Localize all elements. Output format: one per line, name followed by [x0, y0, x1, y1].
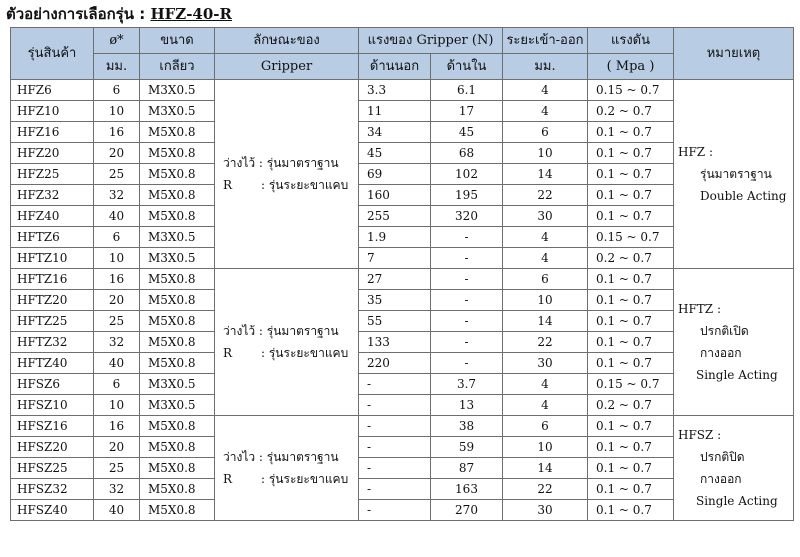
cell-bore: 10 — [94, 395, 140, 416]
cell-force-inner: 13 — [431, 395, 503, 416]
title-prefix: ตัวอย่างการเลือกรุ่น : — [6, 5, 151, 23]
cell-model: HFZ32 — [11, 185, 94, 206]
feature-key: R — [223, 178, 233, 192]
cell-stroke: 10 — [503, 143, 588, 164]
cell-stroke: 22 — [503, 185, 588, 206]
feature-line-narrow — [223, 174, 358, 196]
remark-block — [674, 424, 793, 512]
cell-bore: 16 — [94, 269, 140, 290]
header-pressure-bottom: ( Mpa ) — [588, 54, 674, 80]
remark-line: HFSZ : — [678, 428, 722, 442]
cell-bore: 40 — [94, 353, 140, 374]
feature-value: : รุ่นระยะขาแคบ — [261, 472, 349, 486]
cell-force-outer: 160 — [359, 185, 431, 206]
cell-thread-size: M5X0.8 — [140, 416, 215, 437]
cell-force-inner: 17 — [431, 101, 503, 122]
cell-bore: 25 — [94, 458, 140, 479]
cell-bore: 32 — [94, 479, 140, 500]
cell-force-outer: - — [359, 479, 431, 500]
cell-pressure: 0.1 ~ 0.7 — [588, 479, 674, 500]
cell-pressure: 0.1 ~ 0.7 — [588, 122, 674, 143]
cell-model: HFSZ20 — [11, 437, 94, 458]
cell-thread-size: M5X0.8 — [140, 332, 215, 353]
feature-block — [215, 446, 358, 490]
cell-thread-size: M5X0.8 — [140, 437, 215, 458]
cell-stroke: 6 — [503, 416, 588, 437]
cell-force-outer: 133 — [359, 332, 431, 353]
cell-force-inner: - — [431, 353, 503, 374]
cell-pressure: 0.15 ~ 0.7 — [588, 374, 674, 395]
cell-stroke: 10 — [503, 290, 588, 311]
cell-bore: 16 — [94, 416, 140, 437]
header-size-bottom: เกลียว — [140, 54, 215, 80]
cell-thread-size: M5X0.8 — [140, 143, 215, 164]
header-force-top: แรงของ Gripper (N) — [359, 28, 503, 54]
cell-force-inner: - — [431, 311, 503, 332]
remark-line: HFTZ : — [678, 302, 721, 316]
cell-force-outer: 35 — [359, 290, 431, 311]
cell-bore: 10 — [94, 101, 140, 122]
header-force-out: ด้านนอก — [359, 54, 431, 80]
cell-bore: 6 — [94, 227, 140, 248]
cell-thread-size: M5X0.8 — [140, 311, 215, 332]
cell-model: HFTZ16 — [11, 269, 94, 290]
cell-force-outer: 11 — [359, 101, 431, 122]
cell-pressure: 0.1 ~ 0.7 — [588, 500, 674, 521]
header-bore-bottom: มม. — [94, 54, 140, 80]
header-stroke-bottom: มม. — [503, 54, 588, 80]
cell-force-outer: - — [359, 458, 431, 479]
cell-force-outer: 55 — [359, 311, 431, 332]
cell-stroke: 30 — [503, 353, 588, 374]
feature-line-standard: ว่างไว้ : รุ่นมาตราฐาน — [223, 324, 339, 338]
feature-value: : รุ่นระยะขาแคบ — [261, 346, 349, 360]
cell-stroke: 6 — [503, 122, 588, 143]
cell-force-inner: - — [431, 332, 503, 353]
table-row — [11, 416, 794, 437]
cell-thread-size: M3X0.5 — [140, 80, 215, 101]
gripper-spec-table — [10, 27, 794, 521]
cell-force-inner: - — [431, 227, 503, 248]
header-size-top: ขนาด — [140, 28, 215, 54]
cell-model: HFZ25 — [11, 164, 94, 185]
cell-stroke: 4 — [503, 227, 588, 248]
cell-stroke: 4 — [503, 374, 588, 395]
cell-pressure: 0.1 ~ 0.7 — [588, 332, 674, 353]
cell-thread-size: M5X0.8 — [140, 269, 215, 290]
cell-force-inner: 87 — [431, 458, 503, 479]
feature-line-narrow — [223, 468, 358, 490]
remark-block — [674, 298, 793, 386]
header-pressure-top: แรงดัน — [588, 28, 674, 54]
cell-bore: 32 — [94, 332, 140, 353]
cell-force-inner: 270 — [431, 500, 503, 521]
cell-pressure: 0.15 ~ 0.7 — [588, 80, 674, 101]
cell-stroke: 10 — [503, 437, 588, 458]
cell-pressure: 0.15 ~ 0.7 — [588, 227, 674, 248]
cell-model: HFSZ16 — [11, 416, 94, 437]
cell-stroke: 4 — [503, 101, 588, 122]
cell-remark — [674, 80, 794, 269]
cell-force-outer: - — [359, 395, 431, 416]
cell-thread-size: M5X0.8 — [140, 500, 215, 521]
table-body — [11, 80, 794, 521]
cell-stroke: 14 — [503, 458, 588, 479]
cell-thread-size: M5X0.8 — [140, 122, 215, 143]
cell-model: HFZ20 — [11, 143, 94, 164]
remark-block — [674, 141, 793, 207]
cell-stroke: 22 — [503, 479, 588, 500]
remark-line: Single Acting — [696, 368, 778, 382]
cell-stroke: 4 — [503, 248, 588, 269]
cell-model: HFSZ6 — [11, 374, 94, 395]
cell-force-inner: 45 — [431, 122, 503, 143]
cell-pressure: 0.1 ~ 0.7 — [588, 416, 674, 437]
cell-stroke: 14 — [503, 164, 588, 185]
cell-force-inner: 102 — [431, 164, 503, 185]
cell-stroke: 4 — [503, 395, 588, 416]
cell-model: HFSZ32 — [11, 479, 94, 500]
page-title — [6, 2, 232, 26]
header-stroke-top: ระยะเข้า-ออก — [503, 28, 588, 54]
remark-line: Single Acting — [696, 494, 778, 508]
cell-gripper-feature — [215, 269, 359, 416]
cell-force-inner: 163 — [431, 479, 503, 500]
cell-thread-size: M5X0.8 — [140, 479, 215, 500]
feature-block — [215, 152, 358, 196]
cell-force-outer: - — [359, 437, 431, 458]
cell-stroke: 6 — [503, 269, 588, 290]
cell-bore: 20 — [94, 437, 140, 458]
cell-bore: 6 — [94, 374, 140, 395]
cell-model: HFTZ40 — [11, 353, 94, 374]
cell-remark — [674, 416, 794, 521]
cell-bore: 20 — [94, 143, 140, 164]
cell-pressure: 0.1 ~ 0.7 — [588, 290, 674, 311]
cell-thread-size: M5X0.8 — [140, 290, 215, 311]
feature-value: : รุ่นระยะขาแคบ — [261, 178, 349, 192]
feature-line-standard: ว่างไว้ : รุ่นมาตราฐาน — [223, 156, 339, 170]
cell-thread-size: M5X0.8 — [140, 353, 215, 374]
cell-force-outer: 45 — [359, 143, 431, 164]
cell-model: HFTZ25 — [11, 311, 94, 332]
cell-thread-size: M3X0.5 — [140, 101, 215, 122]
cell-pressure: 0.1 ~ 0.7 — [588, 353, 674, 374]
cell-force-outer: 1.9 — [359, 227, 431, 248]
cell-force-outer: 220 — [359, 353, 431, 374]
cell-pressure: 0.2 ~ 0.7 — [588, 101, 674, 122]
cell-thread-size: M3X0.5 — [140, 248, 215, 269]
cell-force-inner: - — [431, 248, 503, 269]
feature-line-standard: ว่างไว : รุ่นมาตราฐาน — [223, 450, 339, 464]
cell-force-inner: 195 — [431, 185, 503, 206]
cell-force-outer: 69 — [359, 164, 431, 185]
cell-stroke: 4 — [503, 80, 588, 101]
cell-force-inner: 6.1 — [431, 80, 503, 101]
cell-pressure: 0.1 ~ 0.7 — [588, 206, 674, 227]
cell-pressure: 0.1 ~ 0.7 — [588, 143, 674, 164]
cell-gripper-feature — [215, 416, 359, 521]
header-force-in: ด้านใน — [431, 54, 503, 80]
cell-bore: 20 — [94, 290, 140, 311]
cell-pressure: 0.1 ~ 0.7 — [588, 311, 674, 332]
cell-model: HFZ40 — [11, 206, 94, 227]
cell-pressure: 0.1 ~ 0.7 — [588, 437, 674, 458]
title-model: HFZ-40-R — [150, 5, 232, 23]
cell-pressure: 0.2 ~ 0.7 — [588, 248, 674, 269]
feature-block — [215, 320, 358, 364]
cell-stroke: 30 — [503, 206, 588, 227]
cell-force-inner: 320 — [431, 206, 503, 227]
cell-force-outer: 7 — [359, 248, 431, 269]
cell-model: HFSZ10 — [11, 395, 94, 416]
remark-line: กางออก — [700, 472, 742, 486]
cell-bore: 6 — [94, 80, 140, 101]
cell-bore: 25 — [94, 164, 140, 185]
cell-bore: 40 — [94, 206, 140, 227]
cell-thread-size: M5X0.8 — [140, 458, 215, 479]
cell-force-inner: 59 — [431, 437, 503, 458]
feature-key: R — [223, 346, 233, 360]
cell-model: HFTZ32 — [11, 332, 94, 353]
remark-line: Double Acting — [700, 189, 787, 203]
header-model: รุ่นสินค้า — [11, 28, 94, 80]
cell-force-outer: - — [359, 500, 431, 521]
cell-bore: 25 — [94, 311, 140, 332]
table-row — [11, 80, 794, 101]
remark-line: ปรกติปิด — [700, 450, 745, 464]
cell-thread-size: M5X0.8 — [140, 164, 215, 185]
remark-line: ปรกติเปิด — [700, 324, 749, 338]
cell-force-outer: 255 — [359, 206, 431, 227]
cell-model: HFTZ20 — [11, 290, 94, 311]
cell-model: HFZ10 — [11, 101, 94, 122]
cell-stroke: 22 — [503, 332, 588, 353]
cell-model: HFTZ6 — [11, 227, 94, 248]
cell-bore: 32 — [94, 185, 140, 206]
cell-model: HFZ6 — [11, 80, 94, 101]
cell-remark — [674, 269, 794, 416]
cell-force-inner: - — [431, 290, 503, 311]
cell-thread-size: M5X0.8 — [140, 185, 215, 206]
cell-force-inner: - — [431, 269, 503, 290]
feature-key: R — [223, 472, 233, 486]
cell-model: HFTZ10 — [11, 248, 94, 269]
cell-thread-size: M3X0.5 — [140, 395, 215, 416]
cell-stroke: 30 — [503, 500, 588, 521]
cell-force-outer: 27 — [359, 269, 431, 290]
cell-bore: 10 — [94, 248, 140, 269]
cell-force-inner: 38 — [431, 416, 503, 437]
cell-thread-size: M5X0.8 — [140, 206, 215, 227]
cell-bore: 40 — [94, 500, 140, 521]
cell-pressure: 0.2 ~ 0.7 — [588, 395, 674, 416]
table-header — [11, 28, 794, 80]
cell-force-outer: - — [359, 416, 431, 437]
cell-gripper-feature — [215, 80, 359, 269]
header-feature-bottom: Gripper — [215, 54, 359, 80]
cell-force-outer: 3.3 — [359, 80, 431, 101]
cell-force-inner: 68 — [431, 143, 503, 164]
cell-bore: 16 — [94, 122, 140, 143]
table-row — [11, 269, 794, 290]
cell-force-outer: 34 — [359, 122, 431, 143]
cell-pressure: 0.1 ~ 0.7 — [588, 269, 674, 290]
header-remark: หมายเหตุ — [674, 28, 794, 80]
cell-force-inner: 3.7 — [431, 374, 503, 395]
cell-pressure: 0.1 ~ 0.7 — [588, 458, 674, 479]
cell-stroke: 14 — [503, 311, 588, 332]
cell-pressure: 0.1 ~ 0.7 — [588, 164, 674, 185]
cell-thread-size: M3X0.5 — [140, 227, 215, 248]
cell-force-outer: - — [359, 374, 431, 395]
feature-line-narrow — [223, 342, 358, 364]
cell-model: HFSZ25 — [11, 458, 94, 479]
cell-model: HFSZ40 — [11, 500, 94, 521]
cell-pressure: 0.1 ~ 0.7 — [588, 185, 674, 206]
remark-line: HFZ : — [678, 145, 713, 159]
remark-line: กางออก — [700, 346, 742, 360]
cell-thread-size: M3X0.5 — [140, 374, 215, 395]
header-bore-top: ø* — [94, 28, 140, 54]
header-feature-top: ลักษณะของ — [215, 28, 359, 54]
cell-model: HFZ16 — [11, 122, 94, 143]
remark-line: รุ่นมาตราฐาน — [700, 167, 772, 181]
